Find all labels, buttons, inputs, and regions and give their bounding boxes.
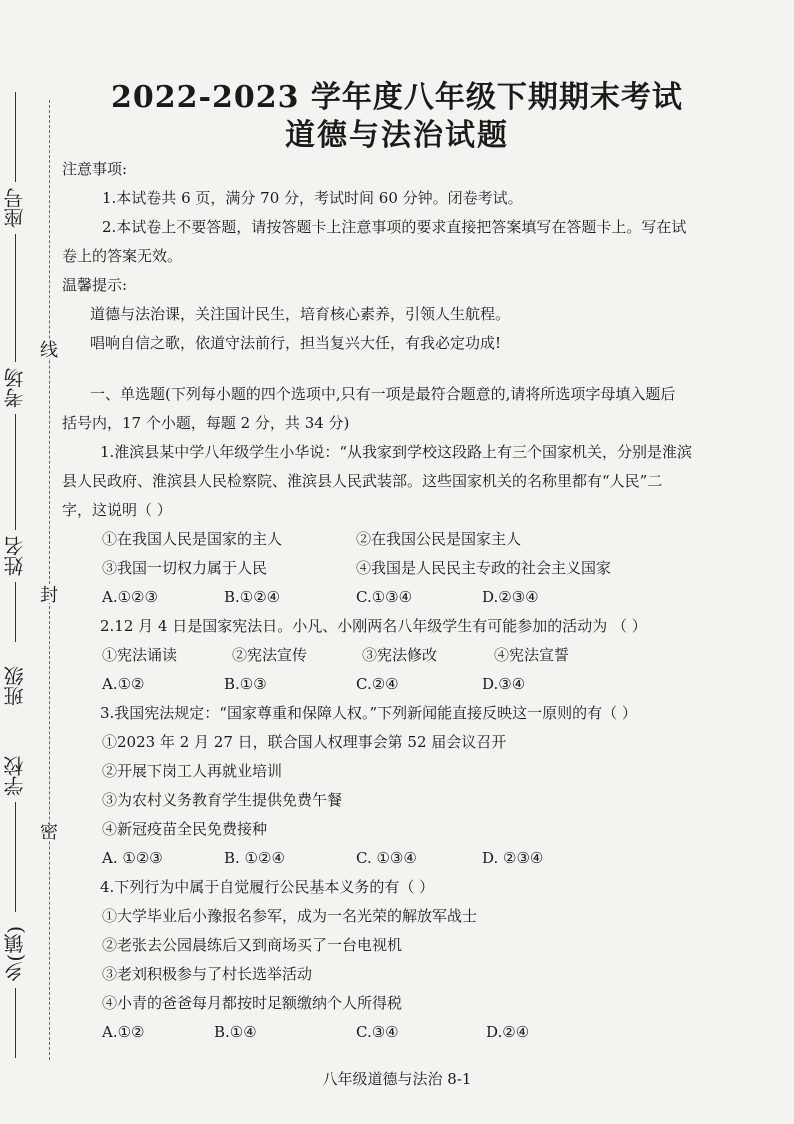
notice-heading: 注意事项:: [62, 160, 128, 178]
statement: ④我国是人民民主专政的社会主义国家: [356, 559, 612, 577]
name-field: [2, 450, 28, 642]
question-4: [62, 873, 772, 1047]
option-a: A.①②③: [102, 588, 158, 606]
option-d: D.②③④: [482, 588, 539, 606]
statement: ②宪法宣传: [232, 646, 308, 664]
line-mark: 线: [37, 340, 58, 358]
statement: ③我国一切权力属于人民: [102, 559, 268, 577]
township-label: 乡(镇): [3, 926, 27, 982]
statement: ④小青的爸爸每月都按时足额缴纳个人所得税: [102, 994, 403, 1012]
exam-room-label: 考场: [3, 368, 27, 408]
statement: ②开展下岗工人再就业培训: [102, 762, 283, 780]
seal-mark: 封: [37, 585, 58, 603]
option-b: B.①④: [214, 1023, 257, 1041]
statement-row: [62, 641, 772, 670]
question-text: 4.下列行为中属于自觉履行公民基本义务的有（ ）: [100, 878, 435, 896]
tips-line: 道德与法治课，关注国计民生，培育核心素养，引领人生航程。: [90, 305, 511, 323]
option-c: C.②④: [356, 675, 399, 693]
binding-margin: [0, 0, 60, 1124]
statement: ①大学毕业后小豫报名参军，成为一名光荣的解放军战士: [102, 907, 478, 925]
exam-room-field: [2, 262, 28, 454]
option-d: D. ②③④: [482, 849, 544, 867]
statement: ③为农村义务教育学生提供免费午餐: [102, 791, 343, 809]
statement: ①2023 年 2 月 27 日，联合国人权理事会第 52 届会议召开: [102, 733, 507, 751]
option-b: B.①③: [224, 675, 267, 693]
question-2: [62, 612, 772, 699]
statement: ④宪法宣誓: [494, 646, 570, 664]
option-a: A.①②: [102, 1023, 145, 1041]
page-footer: 八年级道德与法治 8-1: [322, 1070, 472, 1088]
statement: ③老刘积极参与了村长选举活动: [102, 965, 313, 983]
statement: ②在我国公民是国家主人: [356, 530, 522, 548]
question-text: 县人民政府、淮滨县人民检察院、淮滨县人民武装部。这些国家机关的名称里都有“人民”二: [62, 472, 663, 490]
section-heading-continued: 括号内，17 个小题，每题 2 分，共 34 分): [62, 414, 350, 432]
notice-item: 2.本试卷上不要答题，请按答题卡上注意事项的要求直接把答案填写在答题卡上。写在试: [102, 218, 687, 236]
statement: ③宪法修改: [362, 646, 438, 664]
option-b: B.①②④: [224, 588, 281, 606]
statement: ②老张去公园晨练后又到商场买了一台电视机: [102, 936, 403, 954]
option-row: [62, 844, 772, 873]
tips-heading: 温馨提示:: [62, 276, 128, 294]
seat-number-label: 座号: [3, 188, 27, 228]
exam-content: [62, 155, 772, 1047]
school-label: 学校: [3, 756, 27, 796]
township-field: [2, 920, 28, 1058]
question-text: 2.12 月 4 日是国家宪法日。小凡、小刚两名八年级学生有可能参加的活动为 （ ）: [100, 617, 647, 635]
exam-title: 2022-2023 学年度八年级下期期末考试: [111, 80, 683, 115]
statement-row: [62, 554, 772, 583]
option-b: B. ①②④: [224, 849, 285, 867]
binding-dashed-line: [49, 100, 50, 1060]
option-row: [62, 670, 772, 699]
statement: ①在我国人民是国家的主人: [102, 530, 283, 548]
option-d: D.②④: [486, 1023, 530, 1041]
name-label: 姓名: [3, 536, 27, 576]
question-text: 3.我国宪法规定：“国家尊重和保障人权。”下列新闻能直接反映这一原则的有（ ）: [100, 704, 637, 722]
school-field: [2, 750, 28, 912]
option-c: C.①③④: [356, 588, 413, 606]
option-row: [62, 583, 772, 612]
notice-item-continued: 卷上的答案无效。: [62, 247, 183, 265]
option-c: C. ①③④: [356, 849, 417, 867]
question-text: 1.淮滨县某中学八年级学生小华说：“从我家到学校这段路上有三个国家机关，分别是淮滨: [100, 443, 692, 461]
exam-subtitle: 道德与法治试题: [285, 118, 509, 153]
question-1: [62, 438, 772, 612]
question-3: [62, 699, 772, 873]
section-heading: 一、单选题(下列每小题的四个选项中,只有一项是最符合题意的,请将所选项字母填入题后: [90, 385, 676, 403]
secret-mark: 密: [37, 822, 58, 840]
question-text: 字，这说明（ ）: [62, 501, 172, 519]
option-c: C.③④: [356, 1023, 399, 1041]
option-a: A. ①②③: [102, 849, 163, 867]
tips-line: 唱响自信之歌，依道守法前行，担当复兴大任，有我必定功成!: [90, 334, 502, 352]
option-row: [62, 1018, 772, 1047]
class-field: [2, 660, 28, 712]
option-a: A.①②: [102, 675, 145, 693]
notice-item: 1.本试卷共 6 页，满分 70 分，考试时间 60 分钟。闭卷考试。: [102, 189, 523, 207]
option-d: D.③④: [482, 675, 526, 693]
statement: ①宪法诵读: [102, 646, 178, 664]
class-label: 班级: [3, 666, 27, 706]
statement-row: [62, 525, 772, 554]
statement: ④新冠疫苗全民免费接种: [102, 820, 268, 838]
